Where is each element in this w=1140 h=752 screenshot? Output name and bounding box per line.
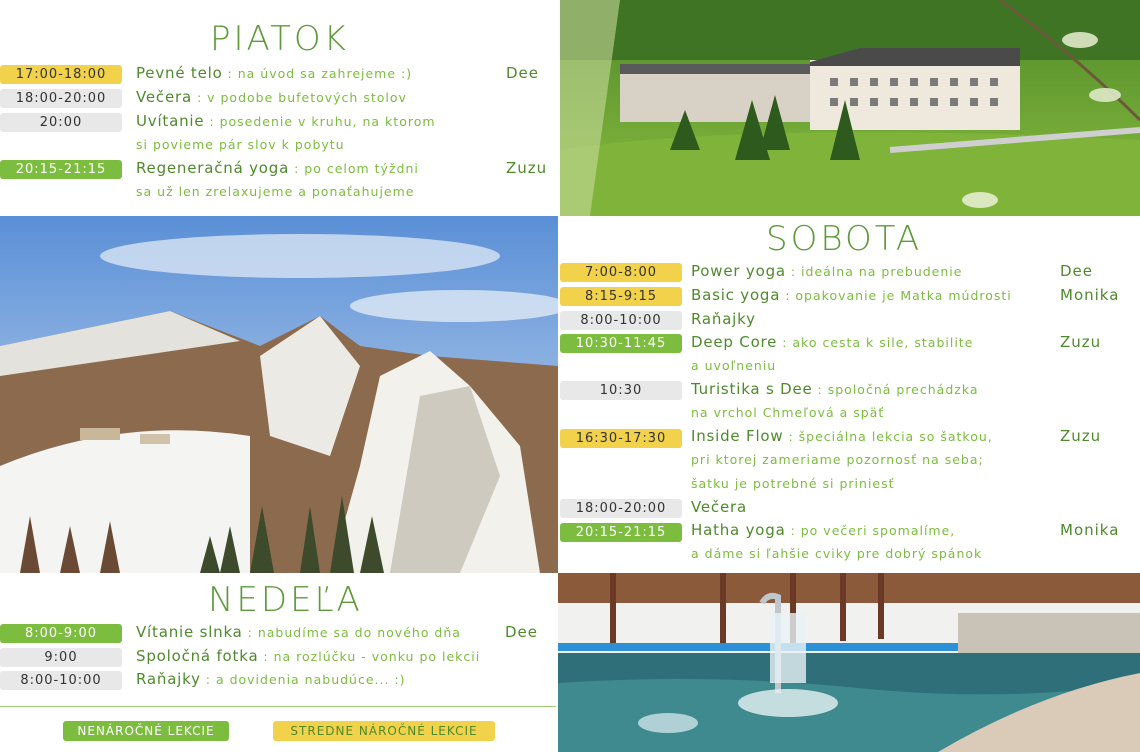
instructor: Zuzu bbox=[1060, 333, 1102, 351]
activity-desc: : posedenie v kruhu, na ktorom bbox=[204, 114, 436, 129]
time-badge: 8:00-9:00 bbox=[0, 624, 122, 643]
activity-desc: : a dovidenia nabudúce... :) bbox=[200, 672, 406, 687]
activity-name: Večera bbox=[136, 88, 192, 106]
activity-name: Turistika s Dee bbox=[691, 380, 813, 398]
instructor: Monika bbox=[1060, 521, 1120, 539]
activity-desc: : nabudíme sa do nového dňa bbox=[242, 625, 461, 640]
mountain-photo bbox=[0, 216, 558, 573]
activity-name: Večera bbox=[691, 498, 747, 516]
instructor: Zuzu bbox=[1060, 427, 1102, 445]
activity-desc: : v podobe bufetových stolov bbox=[191, 90, 407, 105]
time-badge: 17:00-18:00 bbox=[0, 65, 122, 84]
time-badge: 7:00-8:00 bbox=[560, 263, 682, 282]
sobota-title: SOBOTA bbox=[766, 219, 923, 259]
activity-desc: : na rozlúčku - vonku po lekcii bbox=[258, 649, 481, 664]
activity-desc: : ako cesta k sile, stabilite bbox=[777, 335, 974, 350]
divider bbox=[0, 706, 556, 707]
activity-desc: : špeciálna lekcia so šatkou, bbox=[783, 429, 993, 444]
activity-desc-cont: na vrchol Chmeľová a späť bbox=[691, 405, 885, 420]
instructor: Monika bbox=[1060, 286, 1120, 304]
time-badge: 8:00-10:00 bbox=[0, 671, 122, 690]
instructor: Zuzu bbox=[506, 159, 548, 177]
piatok-title: PIATOK bbox=[210, 19, 349, 59]
activity-desc-cont: a uvoľneniu bbox=[691, 358, 777, 373]
legend-easy: NENÁROČNÉ LEKCIE bbox=[63, 721, 229, 741]
instructor: Dee bbox=[1060, 262, 1094, 280]
activity-name: Hatha yoga bbox=[691, 521, 786, 539]
time-badge: 18:00-20:00 bbox=[560, 499, 682, 518]
activity-name: Spoločná fotka bbox=[136, 647, 259, 665]
activity-desc-cont: a dáme si ľahšie cviky pre dobrý spánok bbox=[691, 546, 983, 561]
time-badge: 20:15-21:15 bbox=[0, 160, 122, 179]
time-badge: 20:15-21:15 bbox=[560, 523, 682, 542]
instructor: Dee bbox=[506, 64, 540, 82]
activity-desc: : opakovanie je Matka múdrosti bbox=[780, 288, 1012, 303]
hotel-photo bbox=[560, 0, 1140, 216]
time-badge: 9:00 bbox=[0, 648, 122, 667]
activity-name: Basic yoga bbox=[691, 286, 781, 304]
activity-desc: : po večeri spomalíme, bbox=[785, 523, 956, 538]
time-badge: 10:30 bbox=[560, 381, 682, 400]
time-badge: 20:00 bbox=[0, 113, 122, 132]
activity-desc: : ideálna na prebudenie bbox=[785, 264, 963, 279]
activity-name: Vítanie slnka bbox=[136, 623, 243, 641]
time-badge: 10:30-11:45 bbox=[560, 334, 682, 353]
activity-desc-cont: pri ktorej zameriame pozornosť na seba; bbox=[691, 452, 984, 467]
activity-desc: : na úvod sa zahrejeme :) bbox=[222, 66, 413, 81]
instructor: Dee bbox=[505, 623, 539, 641]
activity-name: Pevné telo bbox=[136, 64, 223, 82]
time-badge: 8:00-10:00 bbox=[560, 311, 682, 330]
activity-desc-cont: sa už len zrelaxujeme a ponaťahujeme bbox=[136, 184, 415, 199]
activity-name: Regeneračná yoga bbox=[136, 159, 290, 177]
activity-desc: : spoločná prechádzka bbox=[812, 382, 979, 397]
pool-photo bbox=[558, 573, 1140, 752]
activity-desc-cont: šatku je potrebné si priniesť bbox=[691, 476, 895, 491]
activity-name: Raňajky bbox=[136, 670, 201, 688]
activity-name: Uvítanie bbox=[136, 112, 205, 130]
activity-name: Deep Core bbox=[691, 333, 778, 351]
time-badge: 16:30-17:30 bbox=[560, 429, 682, 448]
activity-desc: : po celom týždni bbox=[289, 161, 419, 176]
legend-medium: STREDNE NÁROČNÉ LEKCIE bbox=[273, 721, 495, 741]
time-badge: 18:00-20:00 bbox=[0, 89, 122, 108]
activity-name: Power yoga bbox=[691, 262, 786, 280]
activity-name: Raňajky bbox=[691, 310, 756, 328]
activity-desc-cont: si povieme pár slov k pobytu bbox=[136, 137, 345, 152]
activity-name: Inside Flow bbox=[691, 427, 784, 445]
time-badge: 8:15-9:15 bbox=[560, 287, 682, 306]
nedela-title: NEDEĽA bbox=[208, 580, 363, 620]
